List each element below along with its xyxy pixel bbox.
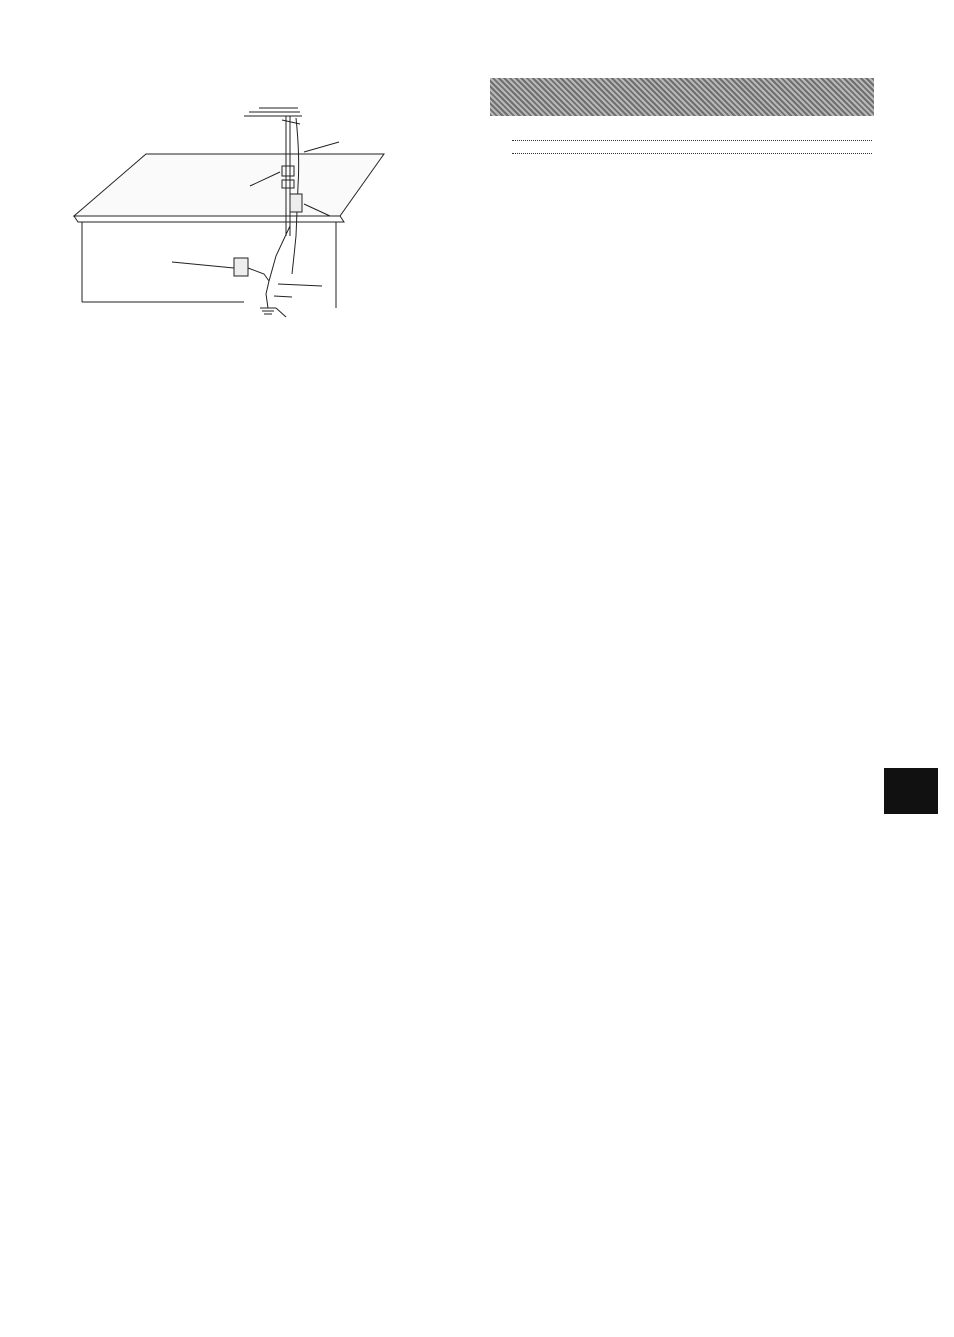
antenna-grounding-diagram bbox=[64, 96, 452, 356]
house-antenna-illustration bbox=[64, 96, 452, 356]
toc-entry-nomenclature[interactable] bbox=[490, 153, 874, 158]
left-column bbox=[64, 82, 452, 370]
language-tab bbox=[884, 768, 938, 814]
toc-entry-precautions[interactable] bbox=[490, 140, 874, 145]
table-of-contents bbox=[490, 78, 874, 158]
toc-banner bbox=[490, 78, 874, 116]
